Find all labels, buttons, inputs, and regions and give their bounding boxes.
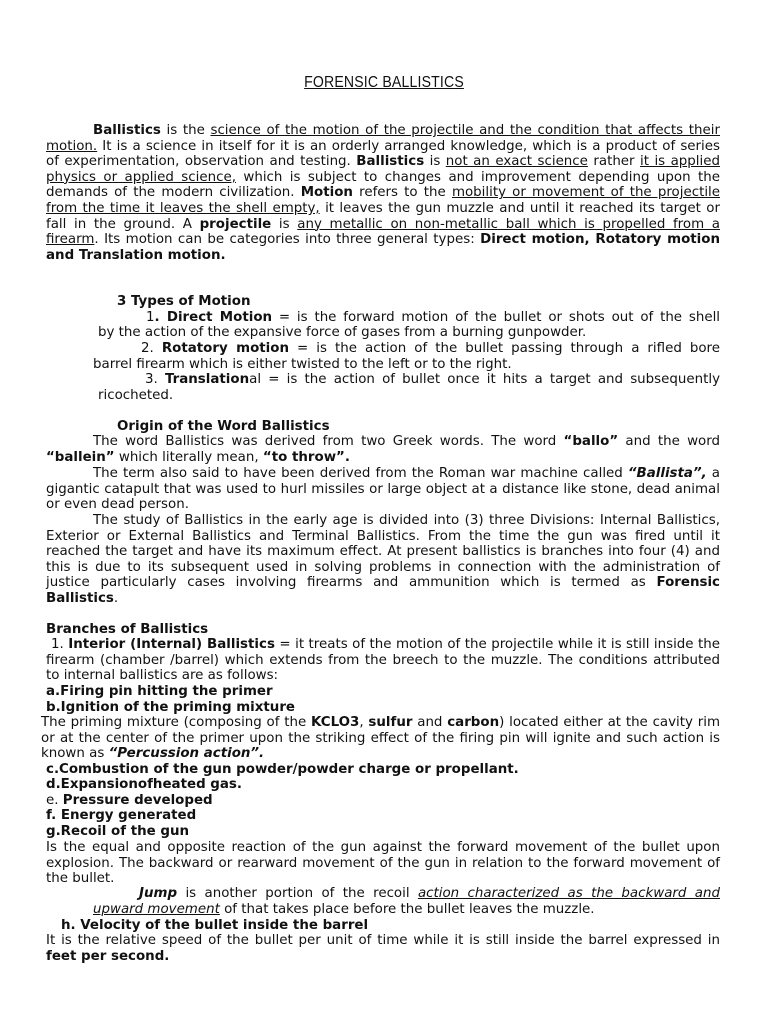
motion-item-translation: 3. Translational = is the action of bullet once it hits a target and subsequently <box>145 372 720 387</box>
origin-heading: Origin of the Word Ballistics <box>117 419 330 434</box>
origin-paragraph-1: The word Ballistics was derived from two Greek words. The word “ballo” and the word “ballein” which literally mean, “to throw”. <box>46 434 720 465</box>
condition-g: g.Recoil of the gun <box>46 824 190 839</box>
branch-interior: 1. Interior (Internal) Ballistics = it treats of the motion of the projectile while it is still inside the firearm (chamber /barrel) which extends from the breech to the muzzle. The conditions attributed to internal ballistics are as follows: <box>46 637 720 684</box>
condition-h: h. Velocity of the bullet inside the barrel <box>61 918 369 933</box>
motion-item-rotatory: 2. Rotatory motion = is the action of the bullet passing through a rifled bore <box>141 341 720 356</box>
motion-item-rotatory-cont: barrel firearm which is either twisted to the left or to the right. <box>93 357 512 372</box>
origin-paragraph-2: The term also said to have been derived from the Roman war machine called “Ballista”, a gigantic catapult that was used to hurl missiles or large object at a distance like stone, dead animal or even dead person. <box>46 466 720 513</box>
types-heading: 3 Types of Motion <box>117 294 251 309</box>
condition-c: c.Combustion of the gun powder/powder charge or propellant. <box>46 762 519 777</box>
intro-paragraph: Ballistics is the science of the motion of the projectile and the condition that affects their motion. It is a science in itself for it is an orderly arranged knowledge, which is a product of series of experimentation, observation and testing. Ballistics is not an exact science rather it is applied physics or applied science, which is subject to changes and improvement depending upon the demands of the modern civilization. Motion refers to the mobility or movement of the projectile from the time it leaves the shell empty, it leaves the gun muzzle and until it reached its target or fall in the ground. A projectile is any metallic on non-metallic ball which is propelled from a firearm. Its motion can be categories into three general types: Direct motion, Rotatory motion and Translation motion. <box>46 123 720 263</box>
jump-line-1: Jump is another portion of the recoil action characterized as the backward and <box>139 886 720 901</box>
recoil-paragraph: Is the equal and opposite reaction of the gun against the forward movement of the bullet upon explosion. The backward or rearward movement of the gun in relation to the forward movement of the bullet. <box>46 840 720 887</box>
origin-paragraph-3: The study of Ballistics in the early age is divided into (3) three Divisions: Internal Ballistics, Exterior or External Ballistics and Terminal Ballistics. From the time the gun was fired until it reached the target and have its maximum effect. At present ballistics is branches into four (4) and this is due to its subsequent used in solving problems in connection with the administration of justice particularly cases involving firearms and ammunition which is termed as Forensic Ballistics. <box>46 513 720 606</box>
motion-item-direct: 1. Direct Motion = is the forward motion of the bullet or shots out of the shell <box>146 310 721 325</box>
motion-item-translation-cont: ricocheted. <box>98 388 174 403</box>
condition-a: a.Firing pin hitting the primer <box>46 684 273 699</box>
condition-f: f. Energy generated <box>46 808 197 823</box>
jump-line-2: upward movement of that takes place before the bullet leaves the muzzle. <box>93 902 595 917</box>
condition-b: b.Ignition of the priming mixture <box>46 700 296 715</box>
velocity-paragraph: It is the relative speed of the bullet per unit of time while it is still inside the barrel expressed in feet per second. <box>46 933 720 964</box>
priming-paragraph: The priming mixture (composing of the KCLO3, sulfur and carbon) located either at the cavity rim or at the center of the primer upon the striking effect of the firing pin will ignite and such action is known as “Percussion action”. <box>41 715 720 762</box>
motion-item-direct-cont: by the action of the expansive force of gases from a burning gunpowder. <box>98 325 587 340</box>
condition-e: e. Pressure developed <box>46 793 213 808</box>
branches-heading: Branches of Ballistics <box>46 622 209 637</box>
document-title: FORENSIC BALLISTICS <box>304 74 464 91</box>
condition-d: d.Expansionofheated gas. <box>46 777 242 792</box>
